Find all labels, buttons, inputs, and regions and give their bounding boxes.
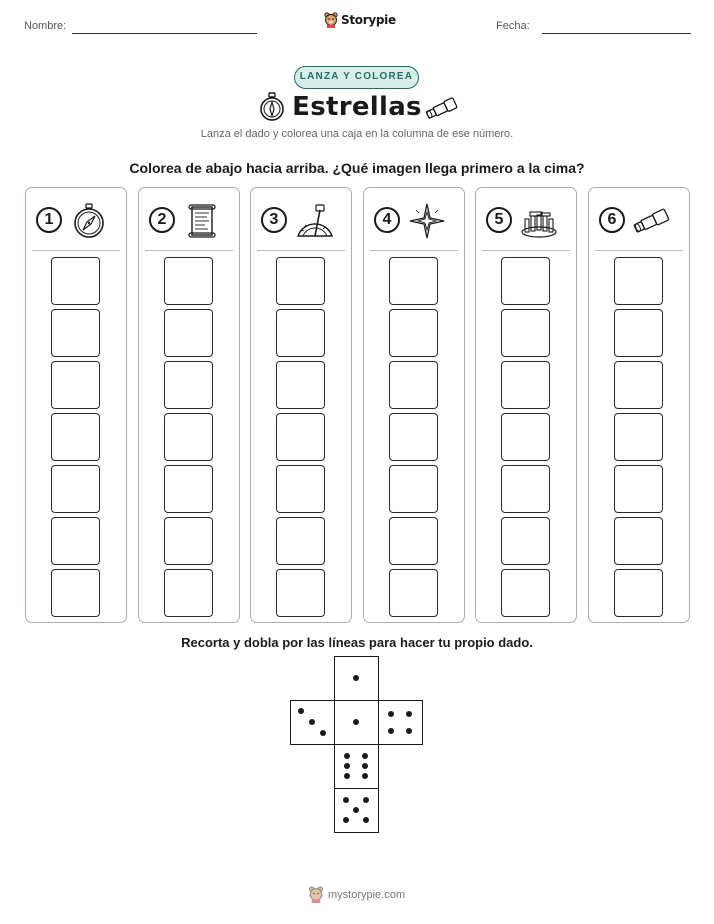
color-box[interactable]	[164, 517, 213, 565]
footer-url[interactable]: mystorypie.com	[328, 888, 406, 901]
die-pip	[406, 711, 412, 717]
color-box[interactable]	[164, 361, 213, 409]
column-divider	[257, 250, 345, 251]
activity-badge: LANZA Y COLOREA	[294, 66, 419, 89]
column-number: 5	[486, 207, 512, 233]
color-box[interactable]	[51, 569, 100, 617]
color-box[interactable]	[501, 257, 550, 305]
telescope-title-icon	[424, 96, 460, 120]
column-3	[250, 187, 352, 623]
die-face-4	[378, 700, 423, 745]
color-box[interactable]	[276, 517, 325, 565]
color-box[interactable]	[501, 413, 550, 461]
die-pip	[362, 753, 368, 759]
die-face-5	[334, 788, 379, 833]
column-divider	[32, 250, 120, 251]
bear-logo-icon	[308, 886, 324, 903]
color-box[interactable]	[51, 517, 100, 565]
die-pip	[309, 719, 315, 725]
color-box[interactable]	[614, 257, 663, 305]
color-box[interactable]	[501, 309, 550, 357]
column-number: 1	[36, 207, 62, 233]
color-box[interactable]	[164, 569, 213, 617]
color-box[interactable]	[614, 465, 663, 513]
color-box[interactable]	[501, 569, 550, 617]
die-pip	[344, 753, 350, 759]
color-box[interactable]	[614, 569, 663, 617]
color-box[interactable]	[51, 361, 100, 409]
column-number: 6	[599, 207, 625, 233]
die-pip	[344, 763, 350, 769]
die-face-1	[334, 656, 379, 701]
color-box[interactable]	[164, 257, 213, 305]
color-box[interactable]	[614, 309, 663, 357]
color-box[interactable]	[389, 257, 438, 305]
color-box[interactable]	[51, 257, 100, 305]
column-divider	[370, 250, 458, 251]
column-1	[25, 187, 127, 623]
column-number: 4	[374, 207, 400, 233]
bear-logo-icon	[324, 12, 338, 28]
star-icon	[408, 202, 446, 240]
die-pip	[406, 728, 412, 734]
column-number: 3	[261, 207, 287, 233]
date-label: Fecha:	[496, 20, 530, 32]
color-box[interactable]	[501, 465, 550, 513]
footer	[308, 886, 405, 903]
page-title: Estrellas	[292, 92, 422, 122]
die-pip	[388, 711, 394, 717]
die-pip	[343, 797, 349, 803]
color-box[interactable]	[389, 309, 438, 357]
column-divider	[595, 250, 683, 251]
column-number: 2	[149, 207, 175, 233]
color-box[interactable]	[614, 361, 663, 409]
die-pip	[363, 797, 369, 803]
color-box[interactable]	[51, 413, 100, 461]
telescope-icon	[633, 202, 671, 240]
compass-icon	[70, 202, 108, 240]
die-pip	[320, 730, 326, 736]
die-pip	[363, 817, 369, 823]
column-6	[588, 187, 690, 623]
stonehenge-icon	[520, 202, 558, 240]
die-pip	[353, 807, 359, 813]
die-instruction: Recorta y dobla por las líneas para hacer tu propio dado.	[181, 635, 533, 650]
brand-name: Storypie	[341, 13, 396, 27]
color-box[interactable]	[276, 465, 325, 513]
color-box[interactable]	[276, 413, 325, 461]
date-line[interactable]	[542, 33, 691, 34]
die-face-1	[334, 700, 379, 745]
color-box[interactable]	[501, 361, 550, 409]
die-pip	[343, 817, 349, 823]
die-pip	[362, 773, 368, 779]
die-pip	[344, 773, 350, 779]
die-face-3	[290, 700, 335, 745]
color-box[interactable]	[164, 309, 213, 357]
column-2	[138, 187, 240, 623]
column-divider	[482, 250, 570, 251]
name-line[interactable]	[72, 33, 257, 34]
color-box[interactable]	[389, 413, 438, 461]
column-divider	[145, 250, 233, 251]
brand-logo	[324, 12, 396, 28]
color-box[interactable]	[389, 569, 438, 617]
color-box[interactable]	[276, 309, 325, 357]
color-box[interactable]	[51, 465, 100, 513]
die-pip	[353, 719, 359, 725]
color-box[interactable]	[276, 569, 325, 617]
sextant-icon	[295, 202, 333, 240]
color-box[interactable]	[389, 517, 438, 565]
color-box[interactable]	[501, 517, 550, 565]
die-pip	[298, 708, 304, 714]
color-box[interactable]	[614, 413, 663, 461]
subtitle: Lanza el dado y colorea una caja en la columna de ese número.	[200, 128, 514, 140]
color-box[interactable]	[389, 465, 438, 513]
color-box[interactable]	[389, 361, 438, 409]
game-instruction: Colorea de abajo hacia arriba. ¿Qué imagen llega primero a la cima?	[129, 160, 585, 176]
column-5	[475, 187, 577, 623]
name-label: Nombre:	[24, 20, 67, 32]
color-box[interactable]	[51, 309, 100, 357]
die-pip	[362, 763, 368, 769]
color-box[interactable]	[164, 465, 213, 513]
die-face-6	[334, 744, 379, 789]
color-box[interactable]	[276, 361, 325, 409]
color-box[interactable]	[164, 413, 213, 461]
color-box[interactable]	[276, 257, 325, 305]
die-pip	[388, 728, 394, 734]
column-4	[363, 187, 465, 623]
scroll-map-icon	[183, 202, 221, 240]
color-box[interactable]	[614, 517, 663, 565]
die-pip	[353, 675, 359, 681]
